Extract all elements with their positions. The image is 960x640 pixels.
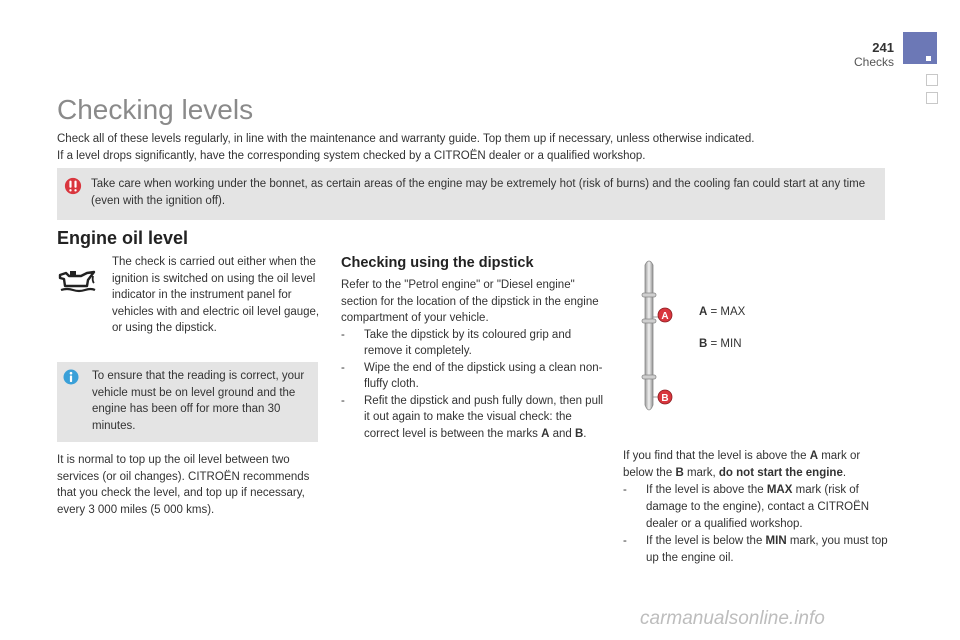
dipstick-step-text: Wipe the end of the dipstick using a clean non-fluffy cloth. <box>364 361 603 390</box>
section-tab[interactable] <box>926 92 938 104</box>
min-letter: B <box>699 338 708 350</box>
oil-can-icon <box>57 264 97 296</box>
result-text-part: mark (risk of damage to the engine), contact a CITROËN dealer or a qualified workshop. <box>646 484 870 530</box>
and-word: and <box>552 427 572 440</box>
section-tab[interactable] <box>926 74 938 86</box>
result-text-part: mark, <box>686 467 716 479</box>
engine-oil-heading: Engine oil level <box>57 228 189 248</box>
warning-box <box>57 168 885 220</box>
dipstick-step <box>341 360 606 393</box>
period: . <box>842 467 847 479</box>
dipstick-heading: Checking using the dipstick <box>341 255 534 271</box>
engine-oil-text: The check is carried out either when the ignition is switched on using the oil level indicator in the instrument panel for vehicles with and electric oil level gauge, or using the dipstick. <box>112 256 320 334</box>
info-icon <box>63 369 79 385</box>
bullet-dash: - <box>623 535 627 547</box>
result-text-part: If the level is below the <box>646 535 763 547</box>
info-box <box>57 362 318 442</box>
dipstick-step <box>341 327 606 360</box>
result-bullet <box>623 533 888 567</box>
page-number: 241 <box>872 40 894 55</box>
max-letter: A <box>699 306 708 318</box>
bullet-dash: - <box>341 361 345 374</box>
dipstick-text <box>341 277 606 442</box>
mark-b-ref: B <box>675 467 684 479</box>
result-text-part: If you find that the level is above the <box>623 450 807 462</box>
period: . <box>583 427 587 440</box>
mark-a-ref: A <box>541 427 550 440</box>
bullet-dash: - <box>341 328 345 341</box>
result-intro <box>623 448 888 482</box>
bullet-dash: - <box>341 394 345 407</box>
warning-exclamation-icon <box>64 177 82 195</box>
result-bullet <box>623 482 888 533</box>
min-word: MIN <box>765 535 787 547</box>
dipstick-intro: Refer to the "Petrol engine" or "Diesel engine" section for the location of the dipstick in the engine compartment of your vehicle. <box>341 279 599 324</box>
min-value: = MIN <box>710 338 742 350</box>
min-label <box>699 338 742 350</box>
dipstick-step <box>341 393 606 443</box>
mark-b-badge: B <box>661 393 669 404</box>
intro-line-1: Check all of these levels regularly, in line with the maintenance and warranty guide. Top them up if necessary, unless otherwise indicated. <box>57 133 755 145</box>
section-tab-active[interactable] <box>903 32 937 64</box>
dipstick-step-text: Refit the dipstick and push fully down, then pull it out again to make the visual check: the correct level is between the marks <box>364 394 604 440</box>
result-text-part: mark or below the <box>623 450 861 479</box>
bullet-dash: - <box>623 484 627 496</box>
intro-line-2: If a level drops significantly, have the corresponding system checked by a CITROËN dealer or a qualified workshop. <box>57 150 646 162</box>
page-title: Checking levels <box>57 94 254 125</box>
result-text <box>623 448 888 567</box>
intro-text <box>57 131 887 165</box>
dipstick-step-text: Take the dipstick by its coloured grip and remove it completely. <box>364 328 572 357</box>
top-up-text: It is normal to top up the oil level between two services (or oil changes). CITROËN recommends that you check the level, and top up if necessary, every 3 000 miles (5 000 kms). <box>57 454 310 516</box>
result-text-part: mark, you must top up the engine oil. <box>646 535 888 564</box>
watermark: carmanualsonline.info <box>640 608 825 629</box>
result-text-part: If the level is above the <box>646 484 764 496</box>
mark-b-ref: B <box>574 427 584 440</box>
max-value: = MAX <box>710 306 746 318</box>
mark-a-ref: A <box>809 450 818 462</box>
do-not-start-warning: do not start the engine <box>718 467 843 479</box>
max-word: MAX <box>766 484 793 496</box>
info-text: To ensure that the reading is correct, your vehicle must be on level ground and the engine has been off for more than 30 minutes. <box>92 370 305 432</box>
dipstick-illustration <box>625 255 685 430</box>
section-name: Checks <box>853 55 894 69</box>
mark-a-badge: A <box>661 311 669 322</box>
max-label <box>699 306 745 318</box>
warning-text: Take care when working under the bonnet, as certain areas of the engine may be extremely hot (risk of burns) and the cooling fan could start at any time (even with the ignition off). <box>91 178 866 207</box>
